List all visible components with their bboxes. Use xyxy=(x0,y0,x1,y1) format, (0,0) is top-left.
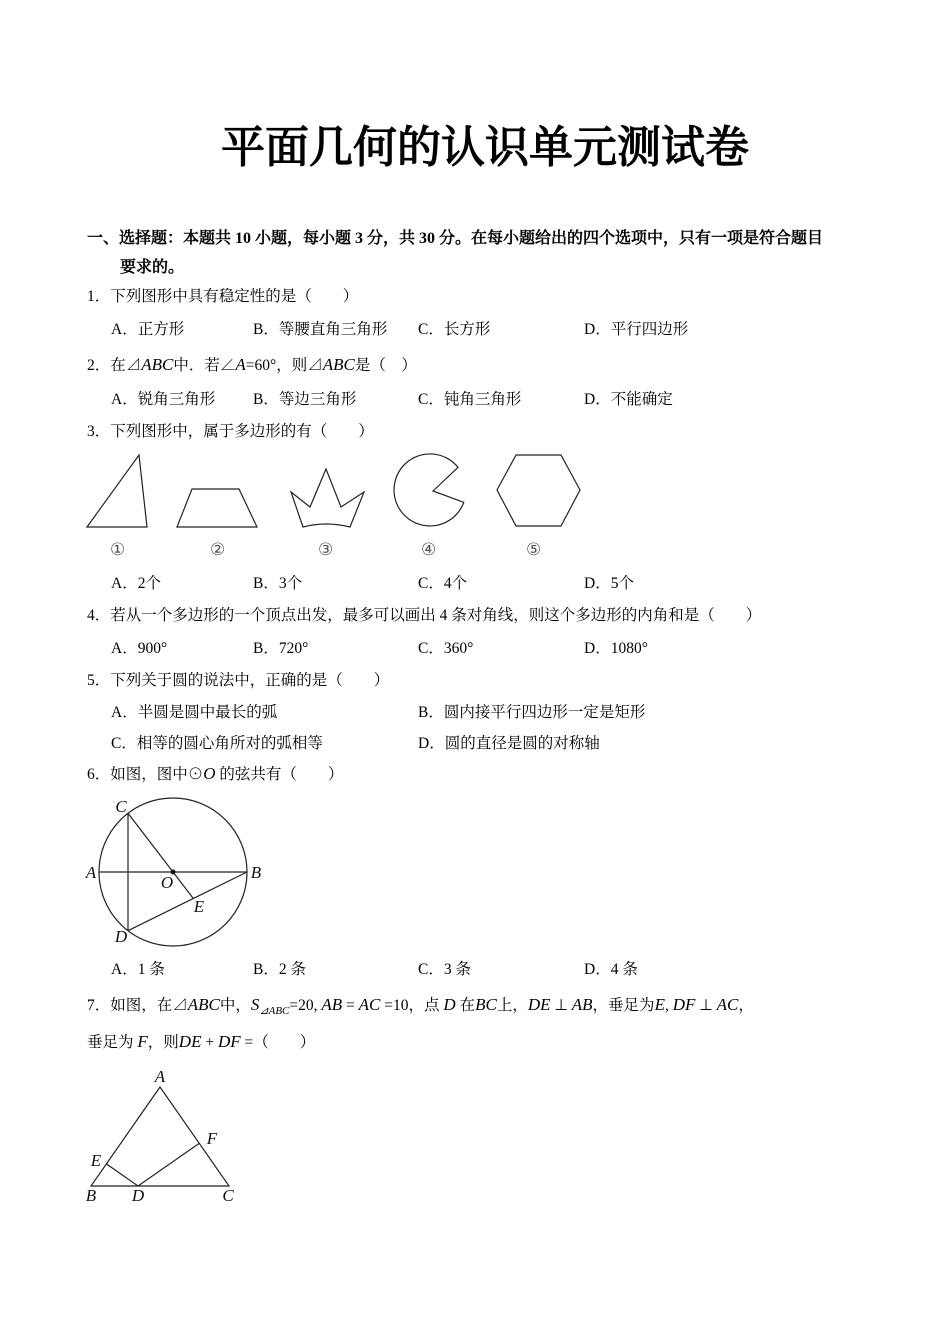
question-7-stem-math: DE xyxy=(527,995,551,1014)
question-7-stem-text: = xyxy=(342,997,359,1014)
question-7-stem-math: F xyxy=(137,1032,148,1051)
question-4-stem: 4．若从一个多边形的一个顶点出发，最多可以画出 4 条对角线，则这个多边形的内角和是（ ） xyxy=(87,607,762,624)
point-label-e: E xyxy=(193,897,205,916)
question-7-stem-text: =10，点 xyxy=(380,997,444,1014)
question-5-option-a: A．半圆是圆中最长的弧 xyxy=(111,704,278,721)
question-6-circle-figure xyxy=(80,790,270,950)
question-2-option-a: A．锐角三角形 xyxy=(111,391,216,408)
segment-df xyxy=(138,1143,199,1186)
question-7-stem-math: S xyxy=(250,995,260,1014)
question-2-stem-math: ABC xyxy=(141,355,174,374)
question-7-stem-math: ABC xyxy=(187,995,220,1014)
question-2-stem-text: 是（ ） xyxy=(354,357,417,374)
figure-sector-circle xyxy=(394,454,464,526)
question-7-stem-text: ⊥ xyxy=(550,997,572,1014)
question-1-option-d: D．平行四边形 xyxy=(584,321,689,338)
figure-triangle xyxy=(87,455,147,527)
question-3-stem: 3．下列图形中，属于多边形的有（ ） xyxy=(87,423,374,440)
question-3-option-b: B．3个 xyxy=(253,575,303,592)
question-5-option-c: C．相等的圆心角所对的弧相等 xyxy=(111,735,323,752)
question-7-stem-line-2 xyxy=(87,1032,315,1053)
section-heading-line-1: 一、选择题：本题共 10 小题，每小题 3 分，共 30 分。在每小题给出的四个选项中，只有一项是符合题目 xyxy=(87,230,824,247)
question-3-figures xyxy=(80,448,590,532)
section-heading-line-2: 要求的。 xyxy=(120,259,185,276)
question-2-option-b: B．等边三角形 xyxy=(253,391,357,408)
question-3-option-d: D．5个 xyxy=(584,575,634,592)
question-5-option-d: D．圆的直径是圆的对称轴 xyxy=(418,735,600,752)
question-3-option-c: C．4个 xyxy=(418,575,468,592)
question-6-stem-text: 的弦共有（ ） xyxy=(215,766,344,783)
question-7-stem-math: DE xyxy=(178,1032,202,1051)
question-7-stem-math: AB xyxy=(321,995,343,1014)
question-7-stem-math: E xyxy=(654,995,665,1014)
question-2-stem-text: 2．在⊿ xyxy=(87,357,142,374)
question-5-stem: 5．下列关于圆的说法中，正确的是（ ） xyxy=(87,672,390,689)
segment-de xyxy=(106,1164,138,1186)
point-label-e: E xyxy=(90,1151,102,1170)
question-7-stem-text: = xyxy=(240,1034,254,1051)
point-label-c: C xyxy=(115,797,127,816)
question-2-stem-math: A xyxy=(235,355,246,374)
question-1-option-a: A．正方形 xyxy=(111,321,185,338)
question-7-stem-text: 上， xyxy=(496,997,528,1014)
question-6-stem-math: O xyxy=(203,764,216,783)
question-7-stem-math: AB xyxy=(571,995,593,1014)
question-7-stem-math: AC xyxy=(716,995,739,1014)
figure-label-5: ⑤ xyxy=(526,540,542,560)
question-7-stem-text: + xyxy=(201,1034,218,1051)
question-1-option-c: C．长方形 xyxy=(418,321,491,338)
question-7-stem xyxy=(87,995,754,1021)
question-7-stem-text: 7．如图，在⊿ xyxy=(87,997,188,1014)
question-4-option-a: A．900° xyxy=(111,640,168,657)
point-label-b: B xyxy=(250,863,262,882)
figure-trapezoid xyxy=(177,489,257,527)
figure-label-1: ① xyxy=(110,540,126,560)
question-7-stem-math: DF xyxy=(217,1032,241,1051)
question-7-stem-text: 在 xyxy=(455,997,476,1014)
figure-label-2: ② xyxy=(210,540,226,560)
question-2-option-c: C．钝角三角形 xyxy=(418,391,522,408)
question-6-stem xyxy=(87,764,343,785)
question-3-option-a: A．2个 xyxy=(111,575,161,592)
question-7-triangle-figure xyxy=(80,1065,240,1210)
question-4-option-b: B．720° xyxy=(253,640,309,657)
question-7-stem-math: AC xyxy=(358,995,381,1014)
question-1-stem: 1．下列图形中具有稳定性的是（ ） xyxy=(87,288,359,305)
point-label-d: D xyxy=(114,927,128,946)
question-7-stem-text: ，则 xyxy=(147,1034,179,1051)
question-7-stem-text: （ ） xyxy=(253,1034,316,1051)
point-label-a: A xyxy=(85,863,97,882)
question-4-option-d: D．1080° xyxy=(584,640,648,657)
question-7-stem-text: 垂足为 xyxy=(87,1034,138,1051)
question-7-stem-text: ，垂足为 xyxy=(592,997,655,1014)
chord-db xyxy=(128,872,247,931)
question-7-stem-subscript: ⊿ABC xyxy=(259,1005,290,1017)
question-6-option-d: D．4 条 xyxy=(584,961,638,978)
question-5-option-b: B．圆内接平行四边形一定是矩形 xyxy=(418,704,646,721)
question-7-stem-math: DF xyxy=(672,995,696,1014)
question-2-stem-math: ABC xyxy=(322,355,355,374)
question-2-stem-text: 中．若∠ xyxy=(173,357,236,374)
question-7-stem-text: , xyxy=(664,997,673,1014)
point-label-f: F xyxy=(206,1129,218,1148)
question-6-option-c: C．3 条 xyxy=(418,961,471,978)
figure-hexagon xyxy=(497,455,580,526)
question-1-option-b: B．等腰直角三角形 xyxy=(253,321,388,338)
figure-label-3: ③ xyxy=(318,540,334,560)
question-6-stem-text: 6．如图，图中⊙ xyxy=(87,766,204,783)
figure-label-4: ④ xyxy=(421,540,437,560)
point-label-b: B xyxy=(85,1186,97,1205)
point-label-c: C xyxy=(222,1186,234,1205)
point-label-d: D xyxy=(131,1186,145,1205)
question-7-stem-text: ⊥ xyxy=(695,997,717,1014)
question-7-stem-text: ， xyxy=(738,997,754,1014)
point-label-o: O xyxy=(160,873,174,892)
question-2-option-d: D．不能确定 xyxy=(584,391,673,408)
question-2-stem xyxy=(87,355,417,376)
exam-title: 平面几何的认识单元测试卷 xyxy=(221,123,749,172)
figure-crown xyxy=(291,469,364,527)
point-label-a: A xyxy=(154,1067,166,1086)
question-6-option-a: A．1 条 xyxy=(111,961,165,978)
question-6-option-b: B．2 条 xyxy=(253,961,306,978)
question-7-stem-math: BC xyxy=(475,995,497,1014)
question-7-stem-text: =20, xyxy=(289,997,322,1014)
question-2-stem-text: =60°，则⊿ xyxy=(245,357,323,374)
question-4-option-c: C．360° xyxy=(418,640,474,657)
question-7-stem-text: 中， xyxy=(219,997,251,1014)
question-7-stem-math: D xyxy=(443,995,456,1014)
